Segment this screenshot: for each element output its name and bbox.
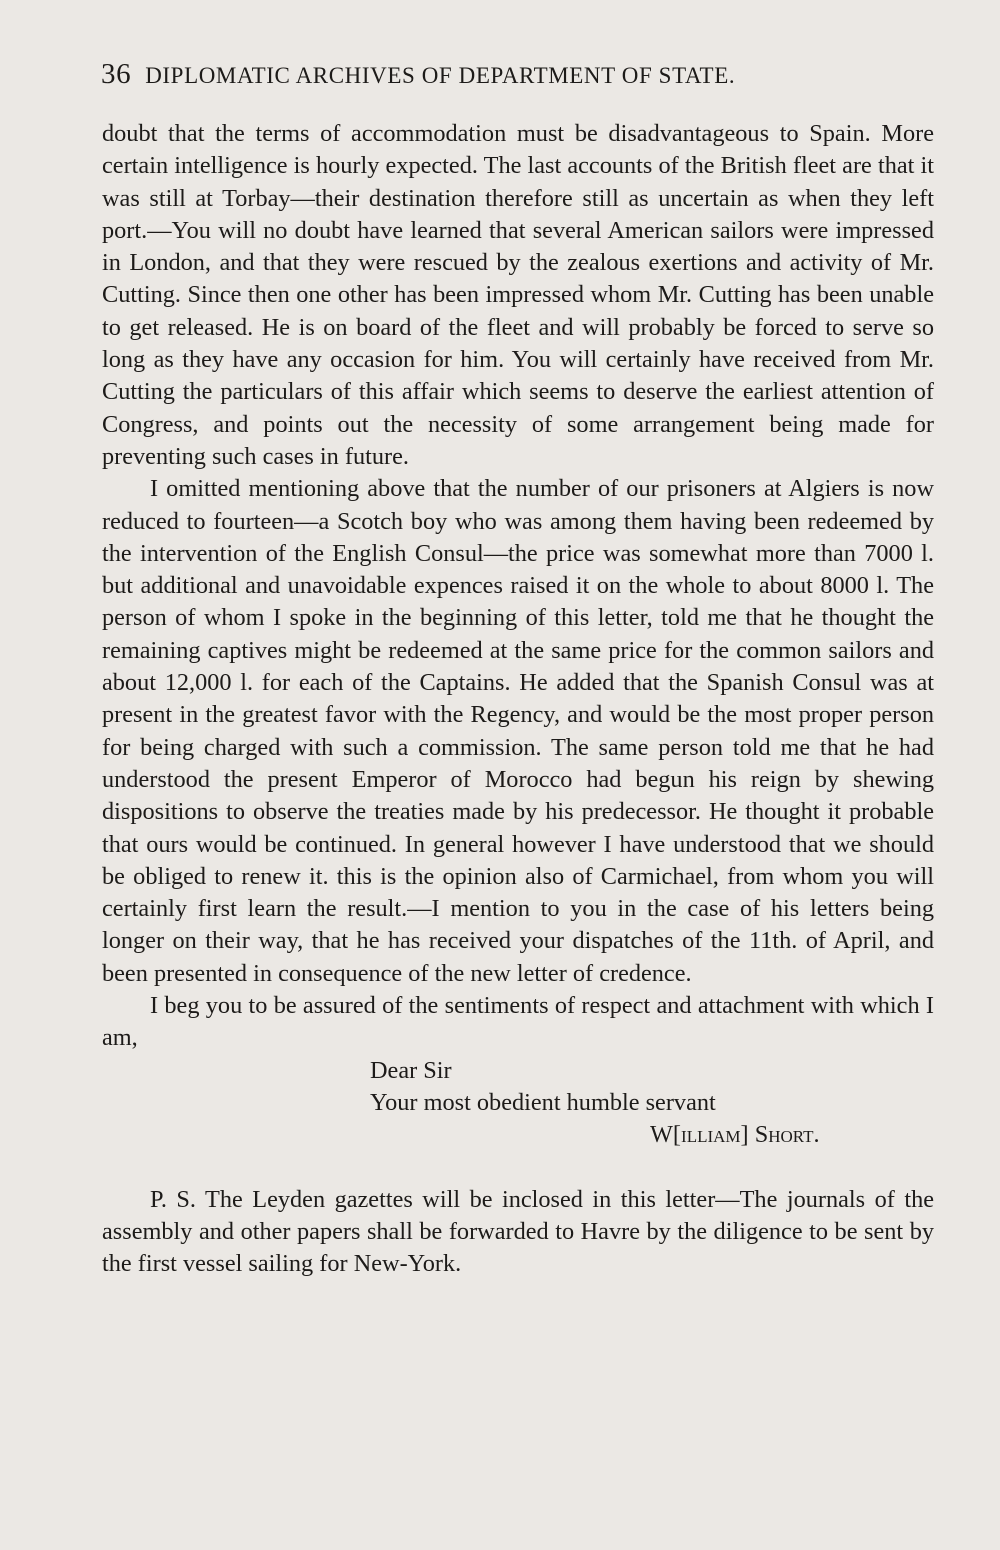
body-paragraph-2: I omitted mentioning above that the number of our prisoners at Algiers is now reduced to fourteen—a Scotch boy who was among them having been redeemed by the intervention of the English Consul—the price was somewhat more than 7000 l. but additional and unavoidable expences raised it on the whole to about 8000 l. The person of whom I spoke in the beginning of this letter, told me that he thought the remaining captives might be redeemed at the same price for the common sailors and about 12,000 l. for each of the Captains. He added that the Spanish Consul was at present in the greatest favor with the Regency, and would be the most proper person for being charged with such a commission. The same person told me that he had understood the present Emperor of Morocco had begun his reign by shewing dispositions to observe the treaties made by his predecessor. He thought it probable that ours would be continued. In general however I have understood that we should be obliged to renew it. this is the opinion also of Carmichael, from whom you will certainly first learn the result.—I mention to you in the case of his letters being longer on their way, that he has received your dispatches of the 11th. of April, and been presented in consequence of the new letter of credence. — [102, 475, 934, 987]
signature-surname: Short. — [754, 1121, 820, 1149]
running-head: DIPLOMATIC ARCHIVES OF DEPARTMENT OF STATE. — [145, 63, 736, 88]
page-number: 36 — [101, 58, 132, 90]
body-paragraph-1: doubt that the terms of accommodation must be disadvantageous to Spain. More certain intelligence is hourly expected. The last accounts of the British fleet are that it was still at Torbay—their destination therefore still as uncertain as when they left port.—You will no doubt have learned that several American sailors were impressed in London, and that they were rescued by the zealous exertions and activity of Mr. Cutting. Since then one other has been impressed whom Mr. Cutting has been unable to get released. He is on board of the fleet and will probably be forced to serve so long as they have any occasion for him. You will certainly have received from Mr. Cutting the particulars of this affair which seems to deserve the earliest attention of Congress, and points out the necessity of some arrangement being made for preventing such cases in future. — [102, 120, 934, 470]
closing-salutation: Dear Sir — [370, 1056, 452, 1084]
closing-valediction: Your most obedient humble servant — [370, 1088, 716, 1116]
postscript: P. S. The Leyden gazettes will be inclosed in this letter—The journals of the assembly and other papers shall be forwarded to Havre by the diligence to be sent by the first vessel sailing for New-York. — [102, 1185, 934, 1278]
signature-initial: W[ — [650, 1121, 682, 1149]
signature-bracket-close: ] — [740, 1121, 755, 1149]
page-header — [101, 58, 871, 98]
signature-bracketed-name: illiam — [681, 1121, 741, 1149]
letter-body — [102, 118, 934, 1280]
body-paragraph-3: I beg you to be assured of the sentiments of respect and attachment with which I am, — [102, 992, 934, 1052]
signature — [102, 1119, 934, 1151]
